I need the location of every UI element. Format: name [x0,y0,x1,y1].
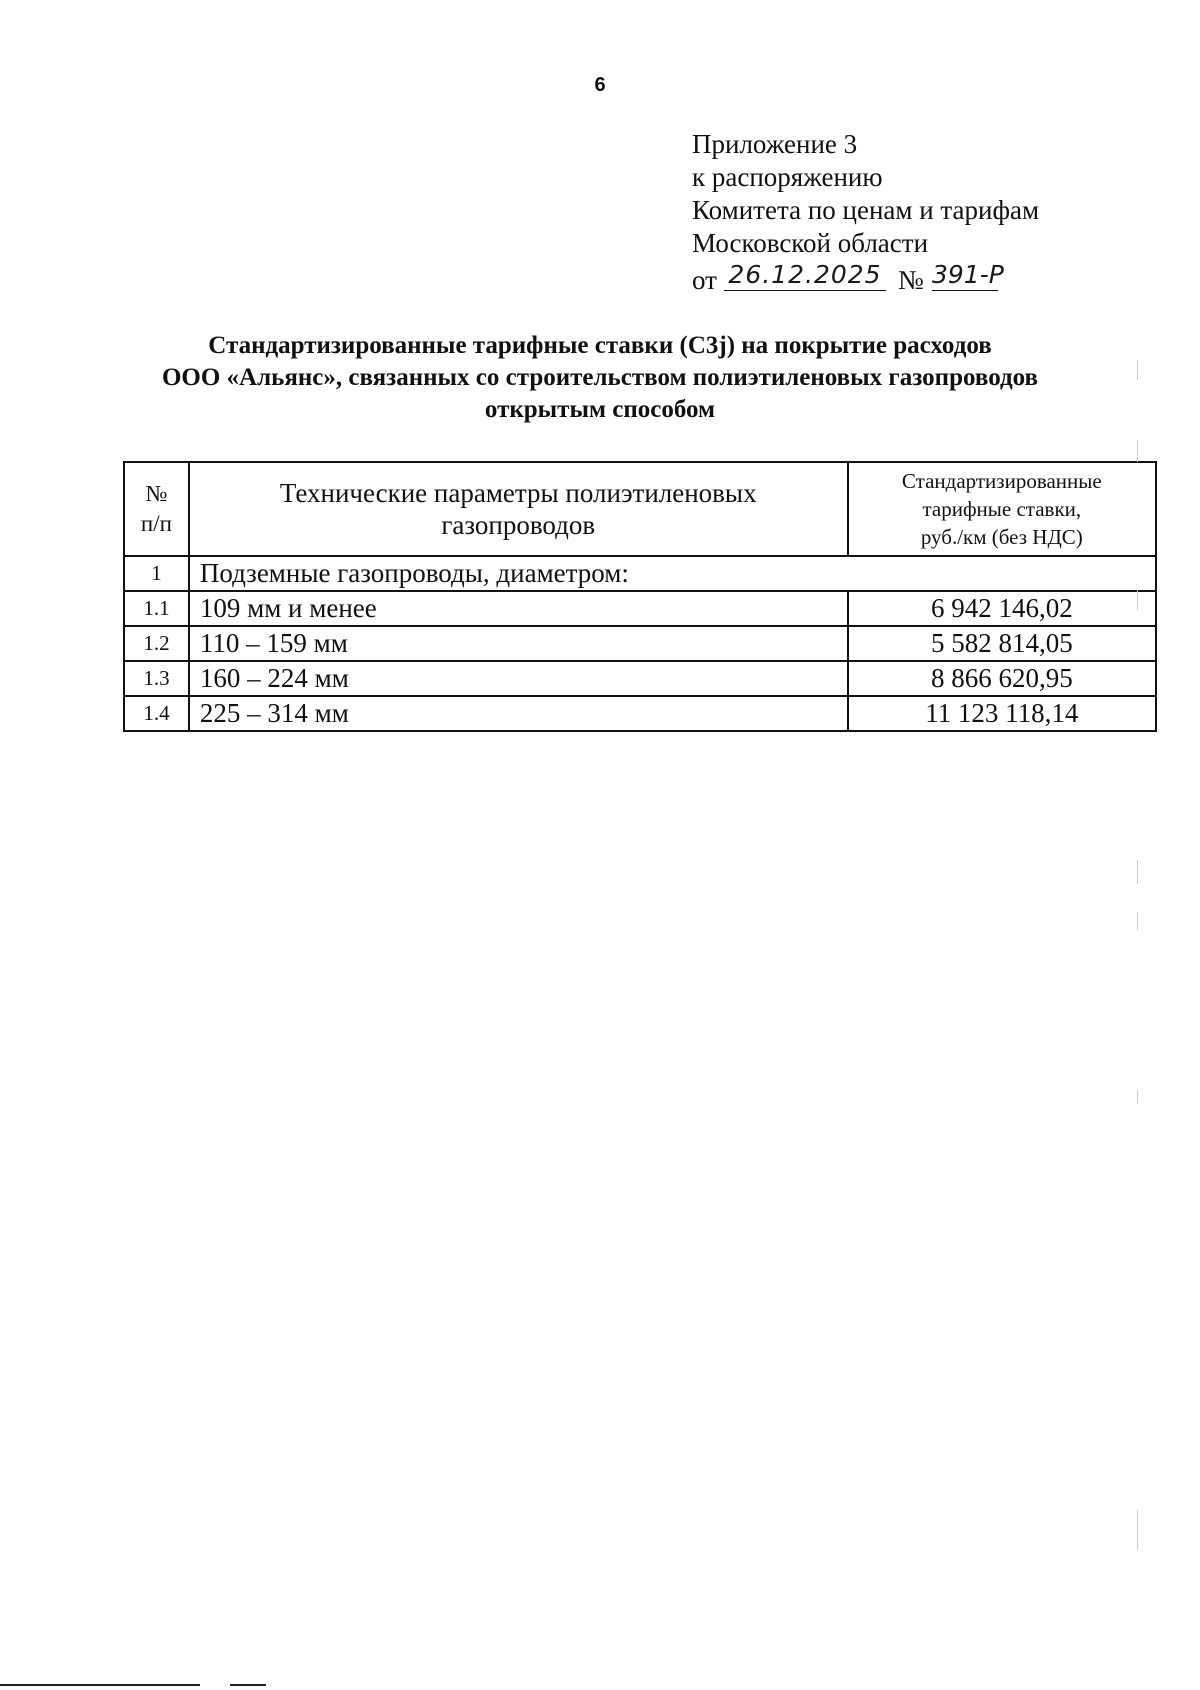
title-line-1: Стандартизированные тарифные ставки (С3j) на покрытие расходов [208,332,992,359]
group-label: Подземные газопроводы, диаметром: [189,556,1156,591]
row-rate: 11 123 118,14 [848,696,1156,731]
header-parameters-line-1: Технические параметры полиэтиленовых [279,478,757,508]
title-line-2: ООО «Альянс», связанных со строительством полиэтиленовых газопроводов [161,364,1039,391]
number-label: № [898,265,924,295]
handwritten-date: 26.12.2025 [724,260,886,291]
appendix-committee: Комитета по ценам и тарифам [692,195,1040,225]
row-number: 1.1 [124,591,189,626]
row-rate: 8 866 620,95 [848,661,1156,696]
group-number: 1 [124,556,189,591]
appendix-header [692,128,1152,298]
header-parameters-line-2: газопроводов [441,510,596,540]
order-date-number-line [692,260,1152,298]
table-row [124,661,1156,696]
handwritten-order-number: 391-Р [932,260,1004,289]
header-rates-line-3: руб./км (без НДС) [920,525,1083,549]
page-number: 6 [594,74,606,96]
title-line-3: открытым способом [484,396,716,423]
table-row [124,696,1156,731]
header-number [124,462,189,556]
row-diameter: 160 – 224 мм [189,661,848,696]
row-rate: 5 582 814,05 [848,626,1156,661]
row-diameter: 225 – 314 мм [189,696,848,731]
header-number-sign: № [145,481,168,506]
table-row [124,591,1156,626]
row-diameter: 110 – 159 мм [189,626,848,661]
appendix-region: Московской области [692,228,929,258]
header-rates [848,462,1156,556]
row-diameter: 109 мм и менее [189,591,848,626]
header-number-abbr: п/п [140,511,172,536]
appendix-title: Приложение 3 [692,129,858,159]
tariff-table [123,461,1157,732]
date-prefix: от [692,265,717,295]
scan-bottom-edge-fragment [230,1684,266,1686]
table-header-row [124,462,1156,556]
row-rate: 6 942 146,02 [848,591,1156,626]
scan-bottom-edge [0,1684,200,1686]
row-number: 1.2 [124,626,189,661]
row-number: 1.3 [124,661,189,696]
header-parameters [189,462,848,556]
header-rates-line-2: тарифные ставки, [922,497,1082,521]
appendix-reference: к распоряжению [692,162,883,192]
header-rates-line-1: Стандартизированные [901,469,1102,493]
scan-edge-marks [1137,360,1139,1660]
row-number: 1.4 [124,696,189,731]
table-group-row [124,556,1156,591]
document-title [100,330,1100,426]
table-row [124,626,1156,661]
